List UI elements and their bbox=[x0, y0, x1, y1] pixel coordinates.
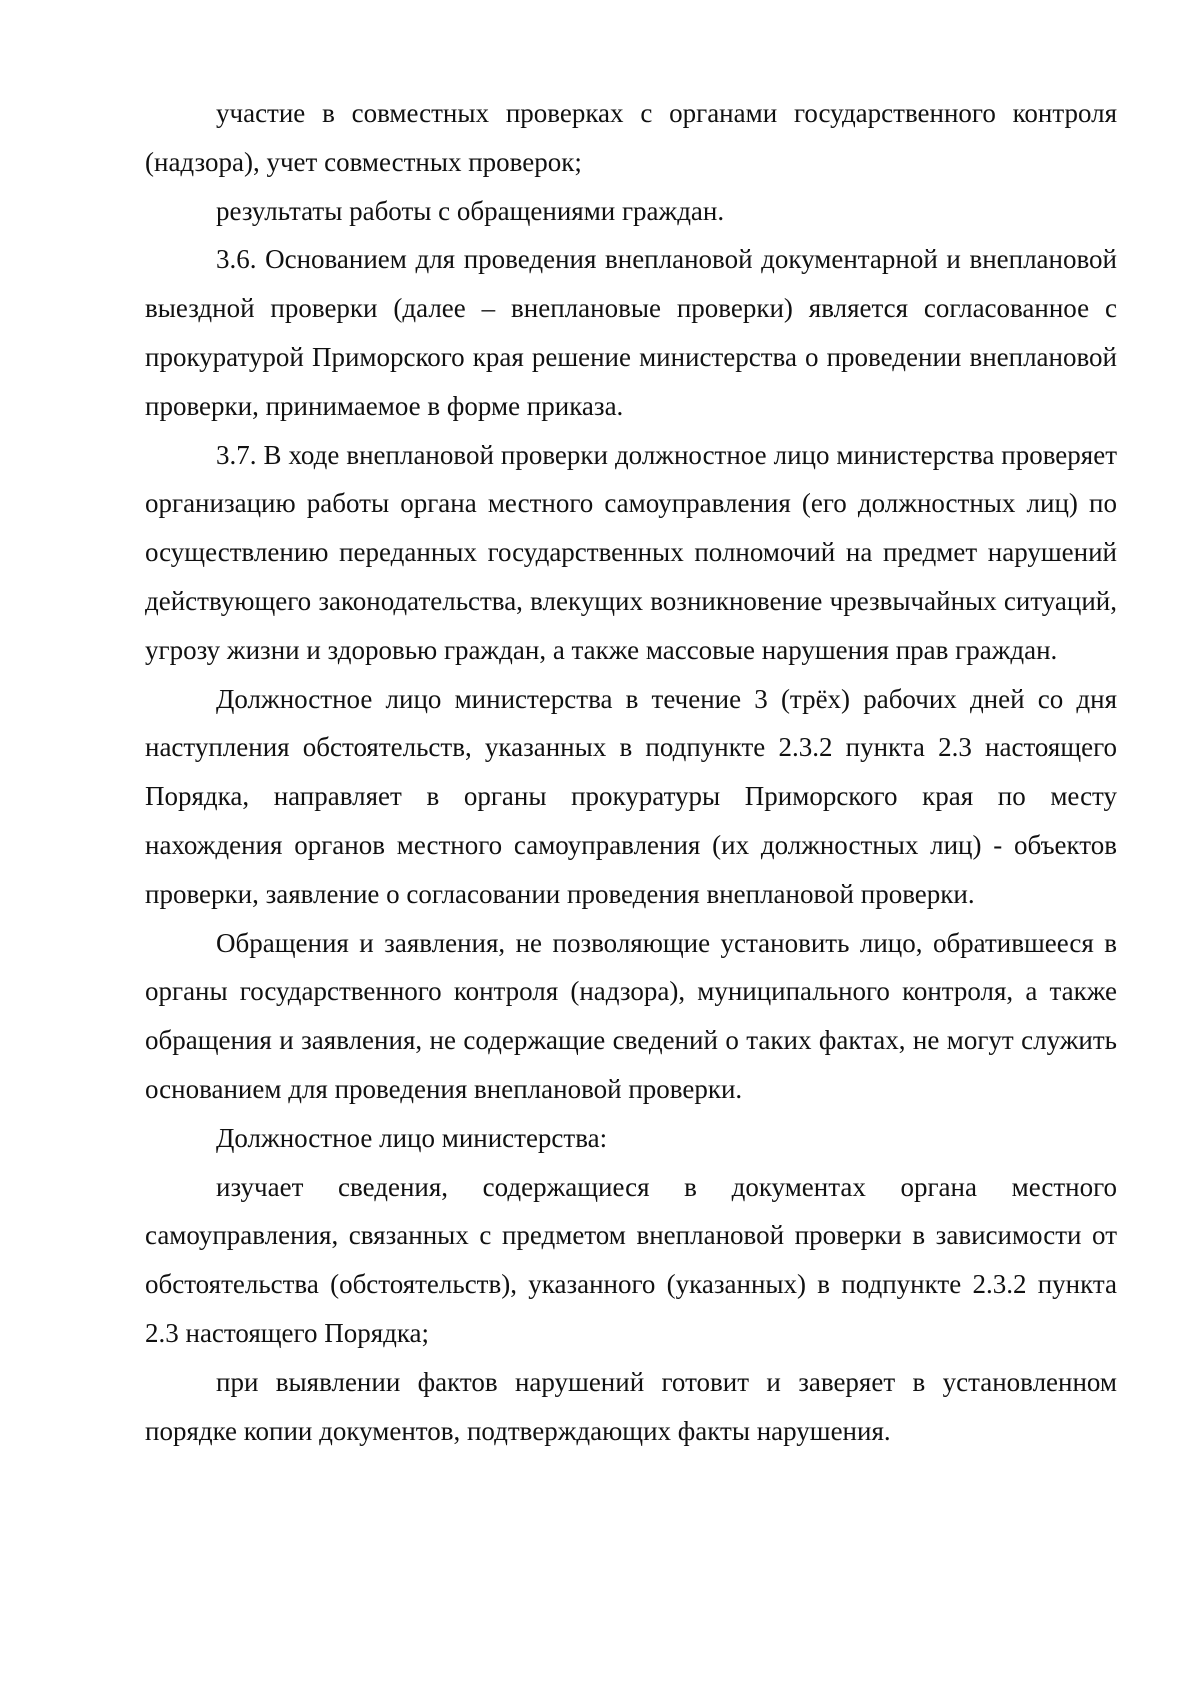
paragraph-certifies-copies: при выявлении фактов нарушений готовит и заверяет в установленном порядке копии документов, подтверждающих факты нарушения. bbox=[145, 1366, 1117, 1446]
paragraph-anonymous-appeals: Обращения и заявления, не позволяющие установить лицо, обратившееся в органы государственного контроля (надзора), муниципального контроля, а также обращения и заявления, не содержащие сведений о таких фактах, не могут служить основанием для проведения внеплановой проверки. bbox=[145, 927, 1117, 1104]
paragraph-joint-inspections: участие в совместных проверках с органами государственного контроля (надзора), учет совместных проверок; bbox=[145, 98, 1117, 177]
paragraph-studies-documents: изучает сведения, содержащиеся в документах органа местного самоуправления, связанных с предметом внеплановой проверки в зависимости от обстоятельства (обстоятельств), указанного (указанных) в подпункте 2.3.2 пункта 2.3 настоящего Порядка; bbox=[145, 1171, 1117, 1348]
paragraph-official-duties-heading: Должностное лицо министерства: bbox=[216, 1122, 608, 1153]
paragraph-3-6: 3.6. Основанием для проведения внеплановой документарной и внеплановой выездной проверки (далее – внеплановые проверки) является согласованное с прокуратурой Приморского края решение министерства о проведении внеплановой проверки, принимаемое в форме приказа. bbox=[145, 244, 1117, 421]
document-page bbox=[145, 89, 1117, 1455]
paragraph-3-7: 3.7. В ходе внеплановой проверки должностное лицо министерства проверяет организацию работы органа местного самоуправления (его должностных лиц) по осуществлению переданных государственных полномочий на предмет нарушений действующего законодательства, влекущих возникновение чрезвычайных ситуаций, угрозу жизни и здоровью граждан, а также массовые нарушения прав граждан. bbox=[145, 439, 1117, 665]
paragraph-citizen-appeals: результаты работы с обращениями граждан. bbox=[216, 195, 725, 226]
paragraph-prosecutor-application: Должностное лицо министерства в течение 3 (трёх) рабочих дней со дня наступления обстоятельств, указанных в подпункте 2.3.2 пункта 2.3 настоящего Порядка, направляет в органы прокуратуры Приморского края по месту нахождения органов местного самоуправления (их должностных лиц) - объектов проверки, заявление о согласовании проведения внеплановой проверки. bbox=[145, 683, 1117, 909]
